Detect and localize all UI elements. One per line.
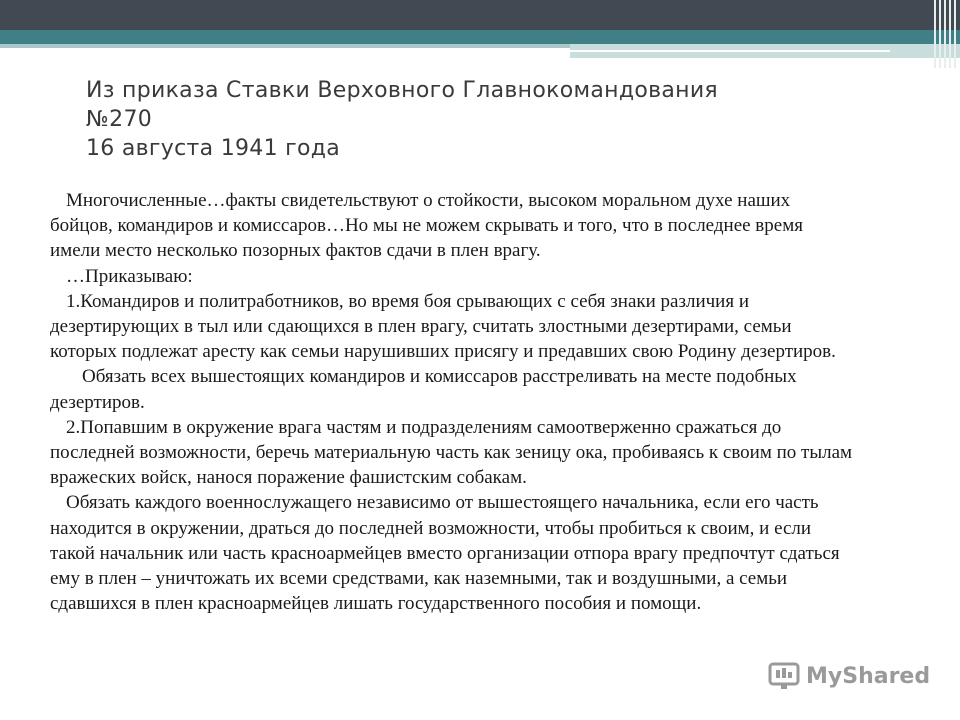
- doc-line: которых подлежат аресту как семьи нарушивших присягу и предавших свою Родину дезертиров.: [50, 341, 836, 363]
- slide-title: [86, 76, 906, 163]
- doc-line: такой начальник или часть красноармейцев вместо организации отпора врагу предпочтут сдаться: [50, 542, 840, 564]
- doc-line: дезертирующих в тыл или сдающихся в плен врагу, считать злостными дезертирами, семьи: [50, 316, 792, 338]
- doc-line: Многочисленные…факты свидетельствуют о стойкости, высоком моральном духе наших: [66, 190, 791, 211]
- title-line-2: №270: [86, 107, 153, 132]
- doc-line: сдавшихся в плен красноармейцев лишать государственного пособия и помощи.: [50, 593, 702, 615]
- doc-line: находится в окружении, драться до последней возможности, чтобы пробиться к своим, и если: [50, 517, 812, 539]
- doc-line: имели место несколько позорных фактов сдачи в плен врагу.: [50, 240, 541, 262]
- myshared-watermark[interactable]: [768, 656, 930, 696]
- header-stripes: [930, 0, 960, 68]
- doc-line: последней возможности, беречь материальную часть как зеницу ока, пробиваясь к своим по тылам: [50, 442, 853, 464]
- header-teal-band: [0, 30, 960, 44]
- title-line-1: Из приказа Ставки Верховного Главнокомандования: [86, 78, 718, 103]
- doc-line: вражеских войск, нанося поражение фашистским собакам.: [50, 467, 527, 489]
- doc-line: 2.Попавшим в окружение врага частям и подразделениям самоотверженно сражаться до: [66, 416, 782, 438]
- doc-line: Обязать каждого военнослужащего независимо от вышестоящего начальника, если его часть: [66, 492, 819, 514]
- header-dark-bar: [0, 0, 960, 30]
- title-line-3: 16 августа 1941 года: [86, 136, 341, 161]
- doc-line: дезертиров.: [50, 391, 145, 413]
- doc-line: бойцов, командиров и комиссаров…Но мы не можем скрывать и того, что в последнее время: [50, 215, 803, 237]
- doc-line: …Приказываю:: [66, 265, 193, 287]
- scanned-document-text: [50, 188, 930, 616]
- doc-line: Обязать всех вышестоящих командиров и комиссаров расстреливать на месте подобных: [82, 366, 797, 388]
- doc-line: 1.Командиров и политработников, во время боя срывающих с себя знаки различия и: [66, 290, 749, 312]
- myshared-logo-icon: [768, 660, 800, 692]
- myshared-logo-text: MyShared: [806, 663, 931, 689]
- header-white-line: [570, 50, 890, 52]
- doc-line: ему в плен – уничтожать их всеми средствами, как наземными, так и воздушными, а семьи: [50, 568, 788, 590]
- header-light-band: [0, 44, 570, 48]
